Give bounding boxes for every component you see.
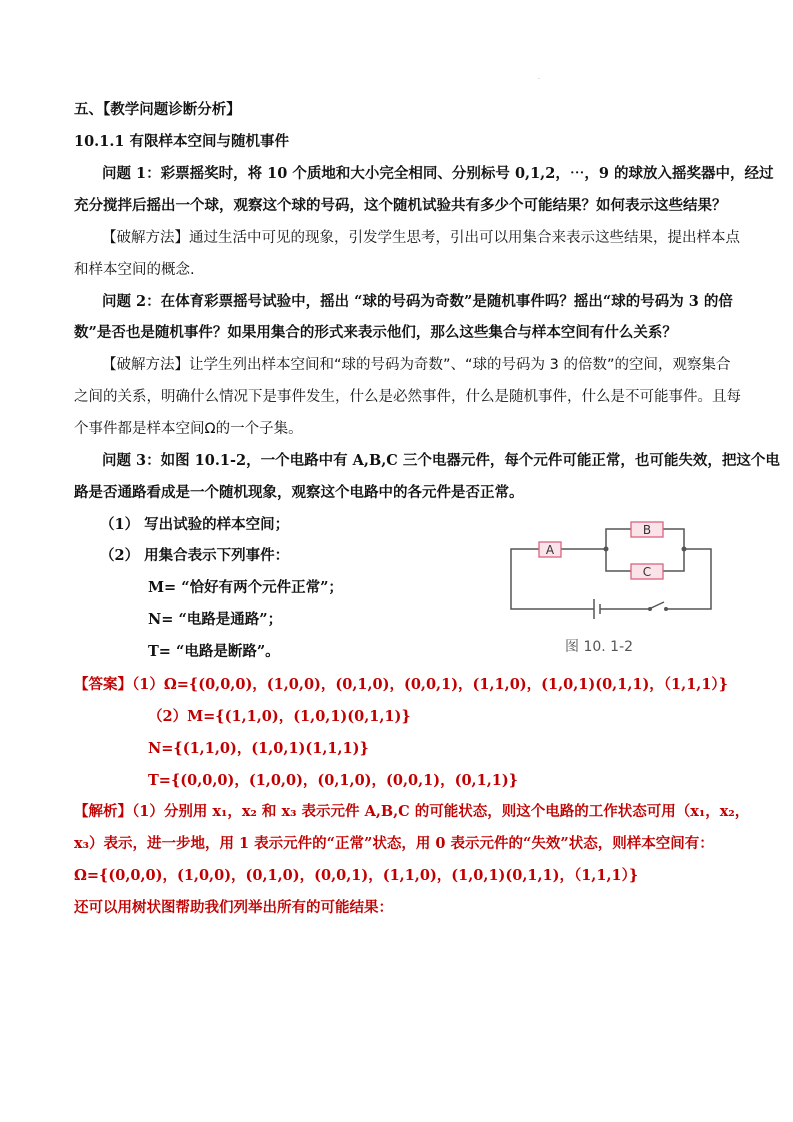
method-2-line-2: 之间的关系，明确什么情况下是事件发生，什么是必然事件，什么是随机事件，什么是不可能事件。且每 xyxy=(74,389,741,405)
question-1-line-1: 问题 1：彩票摇奖时，将 10 个质地和大小完全相同、分别标号 0,1,2，⋯，9 的球放入摇奖器中，经过 xyxy=(102,165,774,182)
question-3-line-2: 路是否通路看成是一个随机现象，观察这个电路中的各元件是否正常。 xyxy=(74,484,524,501)
answer-line-2: （2）M={(1,1,0)，(1,0,1)(0,1,1)} xyxy=(148,708,411,725)
component-b xyxy=(631,522,663,537)
analysis-line-2: x₃）表示，进一步地，用 1 表示元件的“正常”状态，用 0 表示元件的“失效”状态，则样本空间有： xyxy=(74,835,714,852)
event-m-definition: M= “恰好有两个元件正常”； xyxy=(148,579,343,596)
analysis-line-3: Ω={(0,0,0)，(1,0,0)，(0,1,0)，(0,0,1)，(1,1,0)，(1,0,1)(0,1,1)，（1,1,1）} xyxy=(74,867,639,884)
subsection-title: 10.1.1 有限样本空间与随机事件 xyxy=(74,133,289,150)
answer-line-3: N={(1,1,0)，(1,0,1)(1,1,1)} xyxy=(148,740,369,757)
component-a-label: A xyxy=(545,543,555,557)
analysis-line-4: 还可以用树状图帮助我们列举出所有的可能结果： xyxy=(74,899,393,916)
scan-dot: · xyxy=(538,76,540,83)
question-1-line-2: 充分搅拌后摇出一个球，观察这个球的号码，这个随机试验共有多少个可能结果？如何表示这些结果？ xyxy=(74,197,727,214)
analysis-line-1: 【解析】（1）分别用 x₁，x₂ 和 x₃ 表示元件 A,B,C 的可能状态，则这个电路的工作状态可用（x₁，x₂， xyxy=(74,803,750,820)
question-3-line-1: 问题 3：如图 10.1-2，一个电路中有 A,B,C 三个电器元件，每个元件可能正常，也可能失效，把这个电 xyxy=(102,452,780,469)
event-n-definition: N= “电路是通路”； xyxy=(148,611,283,628)
method-1-line-1: 【破解方法】通过生活中可见的现象，引发学生思考，引出可以用集合来表示这些结果，提出样本点 xyxy=(102,230,740,246)
answer-line-4: T={(0,0,0)，(1,0,0)，(0,1,0)，(0,0,1)，(0,1,1)} xyxy=(148,772,519,789)
method-2-line-3: 个事件都是样本空间Ω的一个子集。 xyxy=(74,421,303,437)
event-t-definition: T= “电路是断路”。 xyxy=(148,643,280,660)
method-2-line-1: 【破解方法】让学生列出样本空间和“球的号码为奇数”、“球的号码为 3 的倍数”的空间，观察集合 xyxy=(102,357,731,373)
question-2-line-2: 数”是否也是随机事件？如果用集合的形式来表示他们，那么这些集合与样本空间有什么关系？ xyxy=(74,324,677,341)
question-2-line-1: 问题 2：在体育彩票摇号试验中，摇出 “球的号码为奇数”是随机事件吗？摇出“球的号码为 3 的倍 xyxy=(102,293,733,310)
figure-caption: 图 10. 1-2 xyxy=(565,639,634,655)
method-1-line-2: 和样本空间的概念. xyxy=(74,262,195,278)
component-c xyxy=(631,564,663,579)
answer-line-1: 【答案】（1）Ω={(0,0,0)，(1,0,0)，(0,1,0)，(0,0,1)，(1,1,0)，(1,0,1)(0,1,1)，（1,1,1）} xyxy=(74,676,728,693)
component-a xyxy=(539,542,561,557)
section-title: 五、【教学问题诊断分析】 xyxy=(74,101,241,118)
question-3-item-1: （1） 写出试验的样本空间； xyxy=(100,516,290,533)
question-3-item-2: （2） 用集合表示下列事件： xyxy=(100,547,290,564)
component-c-label: C xyxy=(642,565,652,579)
component-b-label: B xyxy=(642,523,652,537)
